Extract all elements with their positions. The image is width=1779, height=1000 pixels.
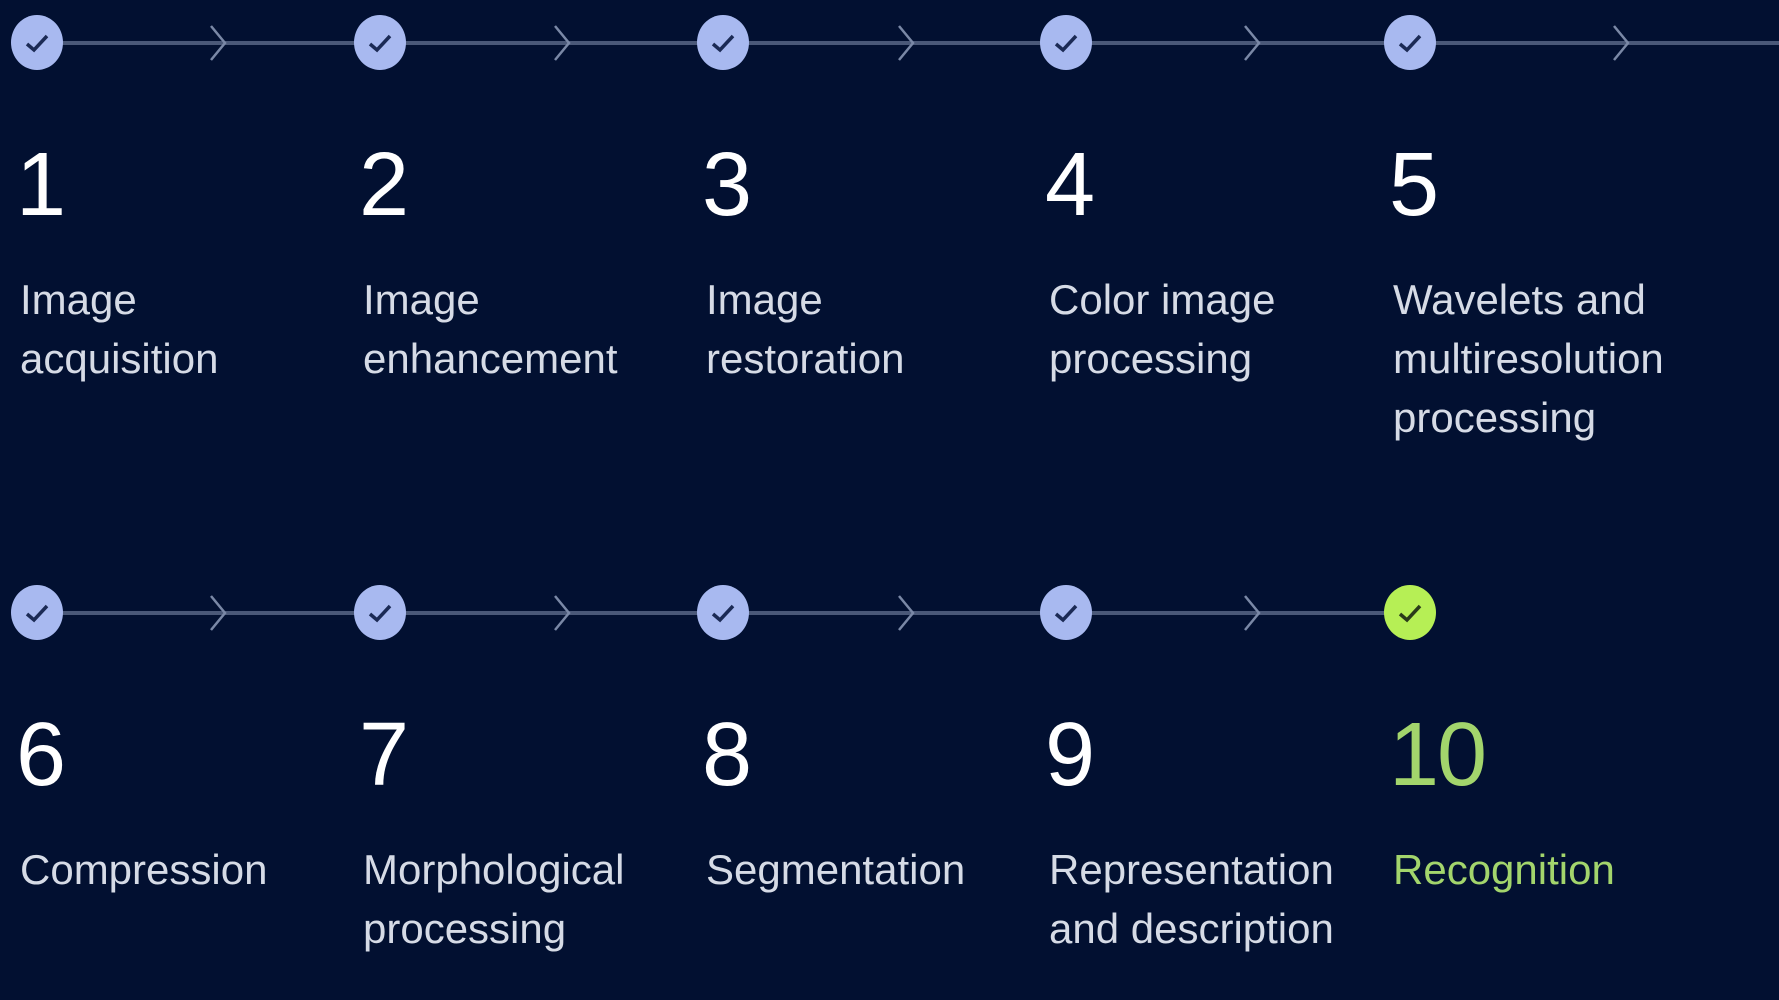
step-number: 3 bbox=[702, 135, 751, 235]
step-number: 2 bbox=[359, 135, 408, 235]
check-circle-icon bbox=[697, 15, 749, 70]
check-circle-icon bbox=[1040, 15, 1092, 70]
check-circle-icon bbox=[1384, 15, 1436, 70]
chevron-right-icon bbox=[553, 594, 571, 632]
check-circle-icon bbox=[1040, 585, 1092, 640]
step-label: Representation and description bbox=[1049, 846, 1334, 952]
step-number: 1 bbox=[16, 135, 65, 235]
check-circle-icon bbox=[354, 15, 406, 70]
chevron-right-icon bbox=[209, 594, 227, 632]
step-number: 4 bbox=[1045, 135, 1094, 235]
step-number: 9 bbox=[1045, 705, 1094, 805]
check-circle-icon bbox=[697, 585, 749, 640]
chevron-right-icon bbox=[1612, 24, 1630, 62]
step-label: Segmentation bbox=[706, 846, 966, 893]
chevron-right-icon bbox=[209, 24, 227, 62]
chevron-right-icon bbox=[553, 24, 571, 62]
process-stepper-row-1 bbox=[0, 0, 1779, 441]
step-label: Image acquisition bbox=[20, 276, 219, 382]
step-label: Color image processing bbox=[1049, 276, 1276, 382]
step-label: Wavelets and multiresolution processing bbox=[1393, 276, 1664, 441]
chevron-right-icon bbox=[1243, 594, 1261, 632]
step-number: 7 bbox=[359, 705, 408, 805]
step-number: 8 bbox=[702, 705, 751, 805]
step-label: Recognition bbox=[1393, 846, 1615, 893]
step-label: Image enhancement bbox=[363, 276, 618, 382]
step-label: Morphological processing bbox=[363, 846, 625, 952]
step-label: Compression bbox=[20, 846, 268, 893]
check-circle-icon bbox=[11, 585, 63, 640]
chevron-right-icon bbox=[897, 594, 915, 632]
check-circle-icon bbox=[1384, 585, 1436, 640]
step-label: Image restoration bbox=[706, 276, 905, 382]
step-number: 6 bbox=[16, 705, 65, 805]
chevron-right-icon bbox=[1243, 24, 1261, 62]
chevron-right-icon bbox=[897, 24, 915, 62]
step-number: 10 bbox=[1389, 705, 1486, 805]
check-circle-icon bbox=[11, 15, 63, 70]
check-circle-icon bbox=[354, 585, 406, 640]
process-stepper-row-2 bbox=[0, 570, 1779, 1000]
step-number: 5 bbox=[1389, 135, 1438, 235]
